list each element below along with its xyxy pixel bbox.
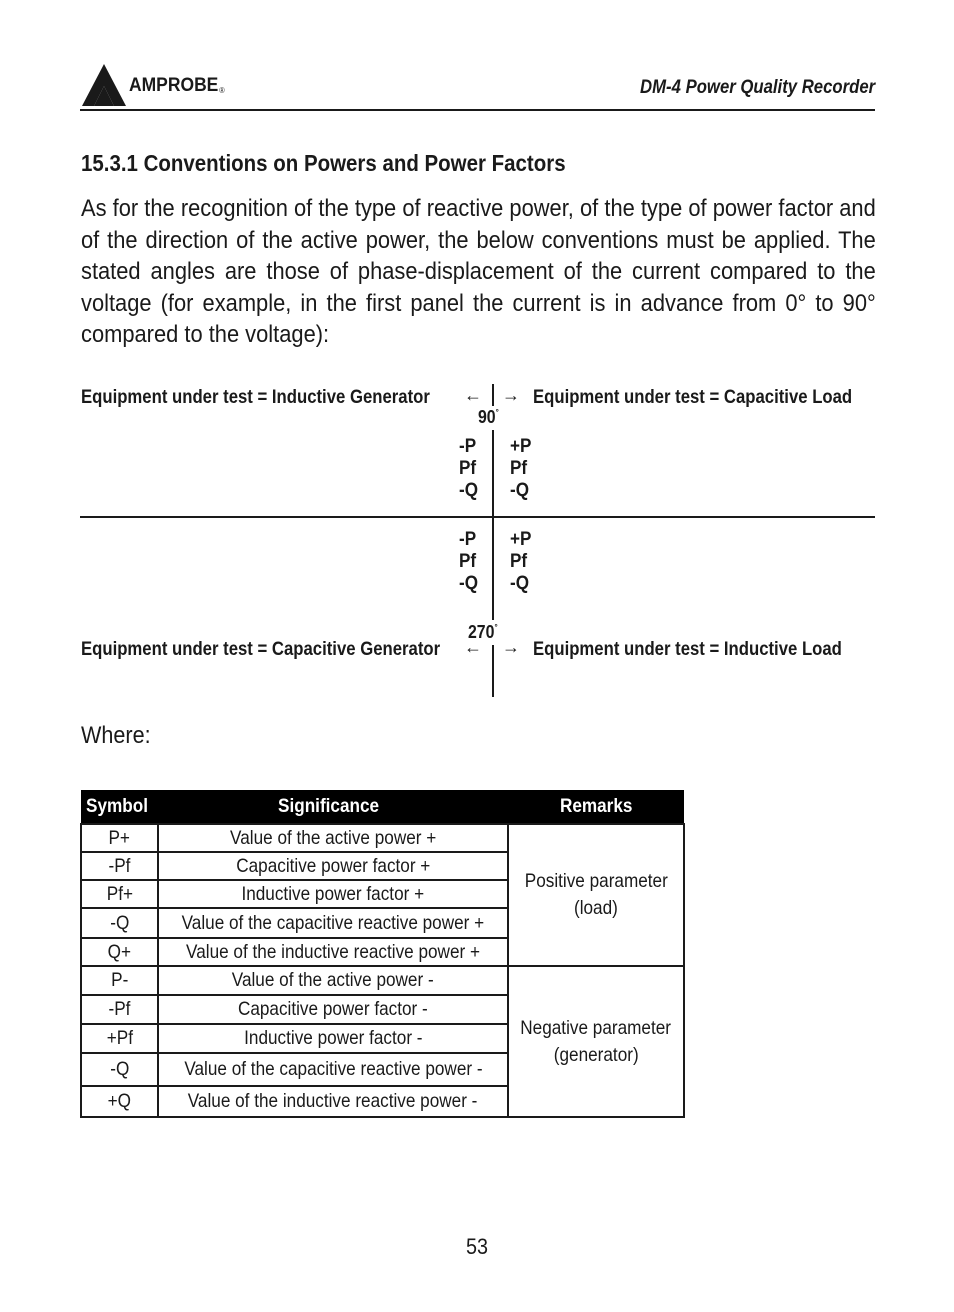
symbol-cell: Pf+ — [81, 880, 158, 908]
header-divider — [80, 109, 875, 111]
arrow-left-icon: ← — [464, 385, 482, 405]
section-paragraph: As for the recognition of the type of reactive power, of the type of power factor and of the direction of the active power, the below conventions must be applied. The stated angles are those of phase-displacement of the current compared to the voltage (for example, in the first panel the current is in advance from 0° to 90° compared to the voltage): — [81, 195, 876, 348]
remarks-positive-cell: Positive parameter (load) — [508, 824, 684, 966]
section-heading: 15.3.1 Conventions on Powers and Power Factors — [81, 150, 566, 176]
symbol-cell: -Pf — [81, 852, 158, 880]
significance-cell: Inductive power factor - — [158, 1024, 508, 1053]
arrow-right-icon: → — [502, 637, 520, 657]
quadrant-bottom-left: -P Pf -Q — [459, 529, 478, 594]
label-inductive-load: Equipment under test = Inductive Load — [533, 639, 842, 660]
quadrant-bottom-right: +P Pf -Q — [510, 529, 532, 594]
significance-cell: Value of the active power - — [158, 966, 508, 995]
angle-270-label: 270° — [468, 622, 498, 642]
label-capacitive-generator: Equipment under test = Capacitive Generator — [81, 639, 441, 660]
page-number: 53 — [465, 1234, 489, 1259]
header-symbol: Symbol — [81, 790, 158, 824]
symbol-cell: Q+ — [81, 938, 158, 966]
header-significance: Significance — [158, 790, 508, 824]
arrow-right-icon: → — [502, 385, 520, 405]
significance-cell: Value of the active power + — [158, 824, 508, 852]
arrow-left-icon: ← — [464, 637, 482, 657]
table-row — [81, 824, 684, 852]
table-row — [81, 966, 684, 995]
header-remarks: Remarks — [508, 790, 684, 824]
brand-name: AMPROBE® — [129, 75, 225, 96]
remarks-negative-cell: Negative parameter (generator) — [508, 966, 684, 1117]
label-inductive-generator: Equipment under test = Inductive Generator — [81, 387, 430, 408]
quadrant-top-left: -P Pf -Q — [459, 436, 478, 501]
significance-cell: Capacitive power factor + — [158, 852, 508, 880]
label-capacitive-load: Equipment under test = Capacitive Load — [533, 387, 853, 408]
significance-cell: Value of the inductive reactive power + — [158, 938, 508, 966]
vertical-axis — [492, 430, 494, 620]
significance-cell: Value of the inductive reactive power - — [158, 1086, 508, 1117]
significance-cell: Capacitive power factor - — [158, 995, 508, 1024]
symbol-cell: +Pf — [81, 1024, 158, 1053]
vertical-axis-top — [492, 384, 494, 406]
table-header-row — [81, 790, 684, 824]
symbol-cell: P+ — [81, 824, 158, 852]
significance-cell: Inductive power factor + — [158, 880, 508, 908]
symbol-cell: -Q — [81, 1053, 158, 1086]
where-label: Where: — [81, 722, 151, 749]
significance-cell: Value of the capacitive reactive power + — [158, 908, 508, 938]
document-title: DM-4 Power Quality Recorder — [639, 77, 875, 98]
symbol-cell: P- — [81, 966, 158, 995]
symbol-cell: -Q — [81, 908, 158, 938]
conventions-table — [80, 790, 685, 1118]
quadrant-top-right: +P Pf -Q — [510, 436, 532, 501]
symbol-cell: -Pf — [81, 995, 158, 1024]
significance-cell: Value of the capacitive reactive power - — [158, 1053, 508, 1086]
symbol-cell: +Q — [81, 1086, 158, 1117]
vertical-axis-bottom — [492, 645, 494, 697]
angle-90-label: 90° — [478, 407, 499, 427]
horizontal-axis — [80, 516, 875, 518]
